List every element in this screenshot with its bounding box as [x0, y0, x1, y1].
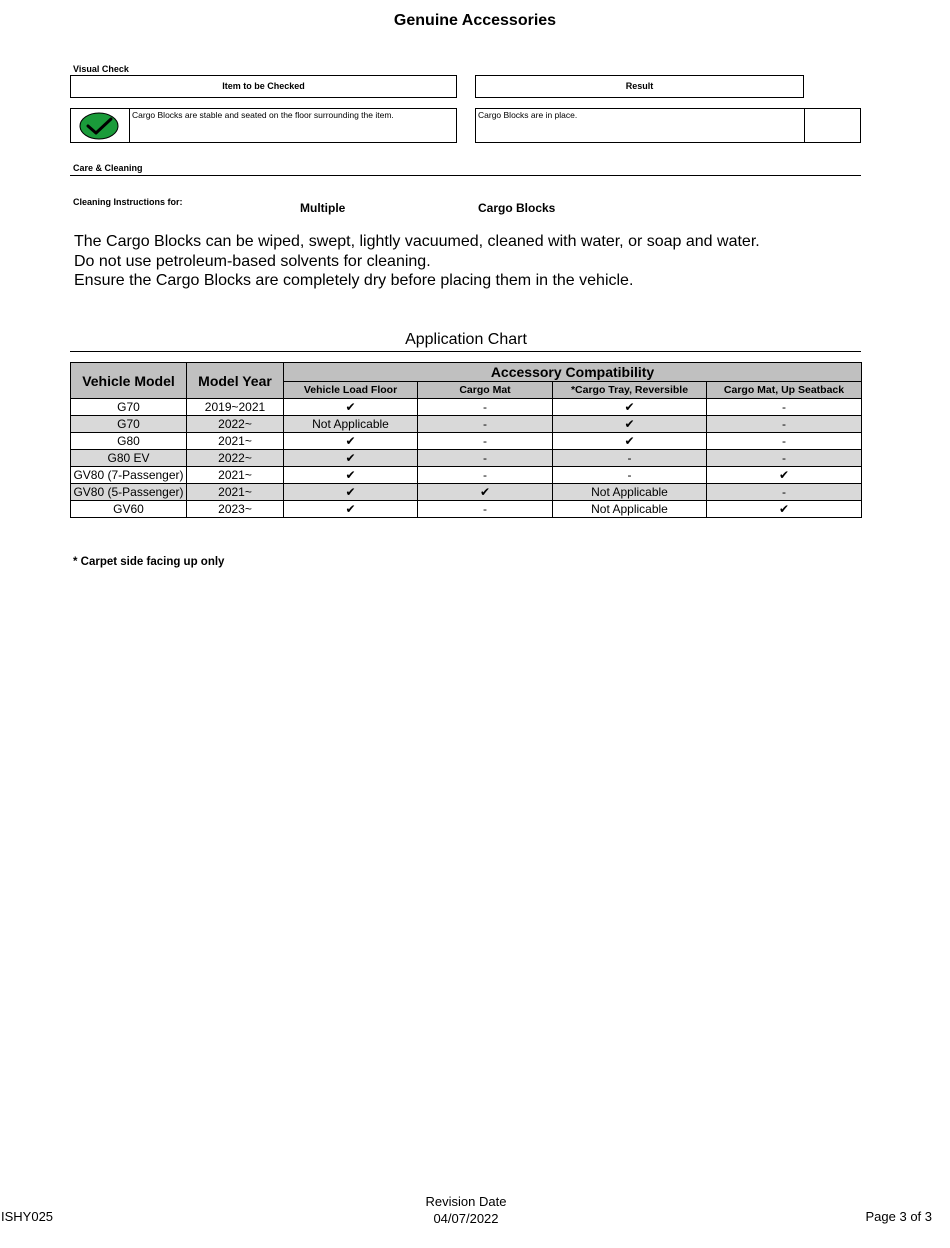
table-row [71, 467, 862, 484]
table-row [71, 450, 862, 467]
compat-cell: - [707, 399, 862, 416]
model-year-cell: 2022~ [187, 416, 284, 433]
table-row [71, 484, 862, 501]
page-number: Page 3 of 3 [865, 1209, 932, 1224]
check-item-row [70, 108, 457, 143]
vehicle-model-cell: GV80 (7-Passenger) [71, 467, 187, 484]
compat-cell: - [418, 467, 553, 484]
model-year-cell: 2023~ [187, 501, 284, 518]
revision-label: Revision Date [425, 1194, 507, 1209]
table-row [71, 416, 862, 433]
compat-cell: - [418, 433, 553, 450]
document-id: ISHY025 [1, 1209, 54, 1224]
compat-cell: ✔ [284, 467, 418, 484]
vehicle-model-cell: G70 [71, 416, 187, 433]
model-year-cell: 2021~ [187, 484, 284, 501]
result-header: Result [475, 75, 804, 98]
compat-cell: - [707, 450, 862, 467]
model-year-cell: 2019~2021 [187, 399, 284, 416]
check-result-text: Cargo Blocks are in place. [478, 110, 578, 120]
compat-cell: - [553, 467, 707, 484]
care-cleaning-label: Care & Cleaning [73, 163, 143, 173]
care-divider [70, 175, 861, 176]
vehicle-model-cell: G70 [71, 399, 187, 416]
vehicle-model-cell: G80 EV [71, 450, 187, 467]
green-checkmark-icon [71, 109, 129, 142]
table-row [71, 433, 862, 450]
compat-cell: ✔ [418, 484, 553, 501]
cleaning-instructions [74, 232, 760, 291]
check-icon-cell [71, 109, 130, 142]
cleaning-line: Do not use petroleum-based solvents for cleaning. [74, 252, 431, 270]
application-chart-table [70, 362, 862, 518]
compat-cell: ✔ [284, 484, 418, 501]
accessory-header: *Cargo Tray, Reversible [553, 382, 707, 399]
vehicle-model-cell: G80 [71, 433, 187, 450]
compat-cell: ✔ [553, 399, 707, 416]
page-title: Genuine Accessories [393, 12, 557, 29]
item-to-be-checked-header: Item to be Checked [70, 75, 457, 98]
accessory-header: Cargo Mat, Up Seatback [707, 382, 862, 399]
compat-cell: - [418, 416, 553, 433]
table-row [71, 501, 862, 518]
compat-cell: Not Applicable [284, 416, 418, 433]
compat-cell: ✔ [553, 433, 707, 450]
revision-date: 04/07/2022 [433, 1211, 499, 1226]
vehicle-model-header: Vehicle Model [71, 363, 187, 399]
cleaning-line: The Cargo Blocks can be wiped, swept, lightly vacuumed, cleaned with water, or soap and water. [74, 233, 760, 250]
compat-cell: Not Applicable [553, 484, 707, 501]
compat-cell: - [418, 450, 553, 467]
footnote: * Carpet side facing up only [73, 556, 225, 568]
chart-divider [70, 351, 861, 352]
accessory-header: Vehicle Load Floor [284, 382, 418, 399]
compat-cell: - [553, 450, 707, 467]
compat-cell: ✔ [553, 416, 707, 433]
compat-cell: - [707, 433, 862, 450]
model-year-header: Model Year [187, 363, 284, 399]
compat-cell: - [707, 484, 862, 501]
accessory-compatibility-header: Accessory Compatibility [284, 363, 862, 382]
compat-cell: Not Applicable [553, 501, 707, 518]
compat-cell: - [418, 501, 553, 518]
vehicle-model-cell: GV60 [71, 501, 187, 518]
check-result-row [475, 108, 861, 143]
compat-cell: ✔ [284, 501, 418, 518]
cleaning-accessory: Cargo Blocks [478, 201, 556, 215]
accessory-header: Cargo Mat [418, 382, 553, 399]
vehicle-model-cell: GV80 (5-Passenger) [71, 484, 187, 501]
model-year-cell: 2021~ [187, 467, 284, 484]
compat-cell: ✔ [284, 450, 418, 467]
model-year-cell: 2021~ [187, 433, 284, 450]
compat-cell: ✔ [707, 501, 862, 518]
revision-block [366, 1193, 566, 1227]
visual-check-label: Visual Check [73, 64, 129, 74]
cleaning-line: Ensure the Cargo Blocks are completely dry before placing them in the vehicle. [74, 272, 634, 289]
cleaning-model: Multiple [300, 201, 346, 215]
table-row [71, 399, 862, 416]
compat-cell: ✔ [284, 399, 418, 416]
compat-cell: - [707, 416, 862, 433]
compat-cell: - [418, 399, 553, 416]
compat-cell: ✔ [284, 433, 418, 450]
model-year-cell: 2022~ [187, 450, 284, 467]
application-chart-title: Application Chart [405, 331, 527, 348]
result-divider [804, 109, 805, 142]
cleaning-instructions-label: Cleaning Instructions for: [73, 197, 183, 207]
check-item-text: Cargo Blocks are stable and seated on the floor surrounding the item. [132, 110, 394, 120]
compat-cell: ✔ [707, 467, 862, 484]
